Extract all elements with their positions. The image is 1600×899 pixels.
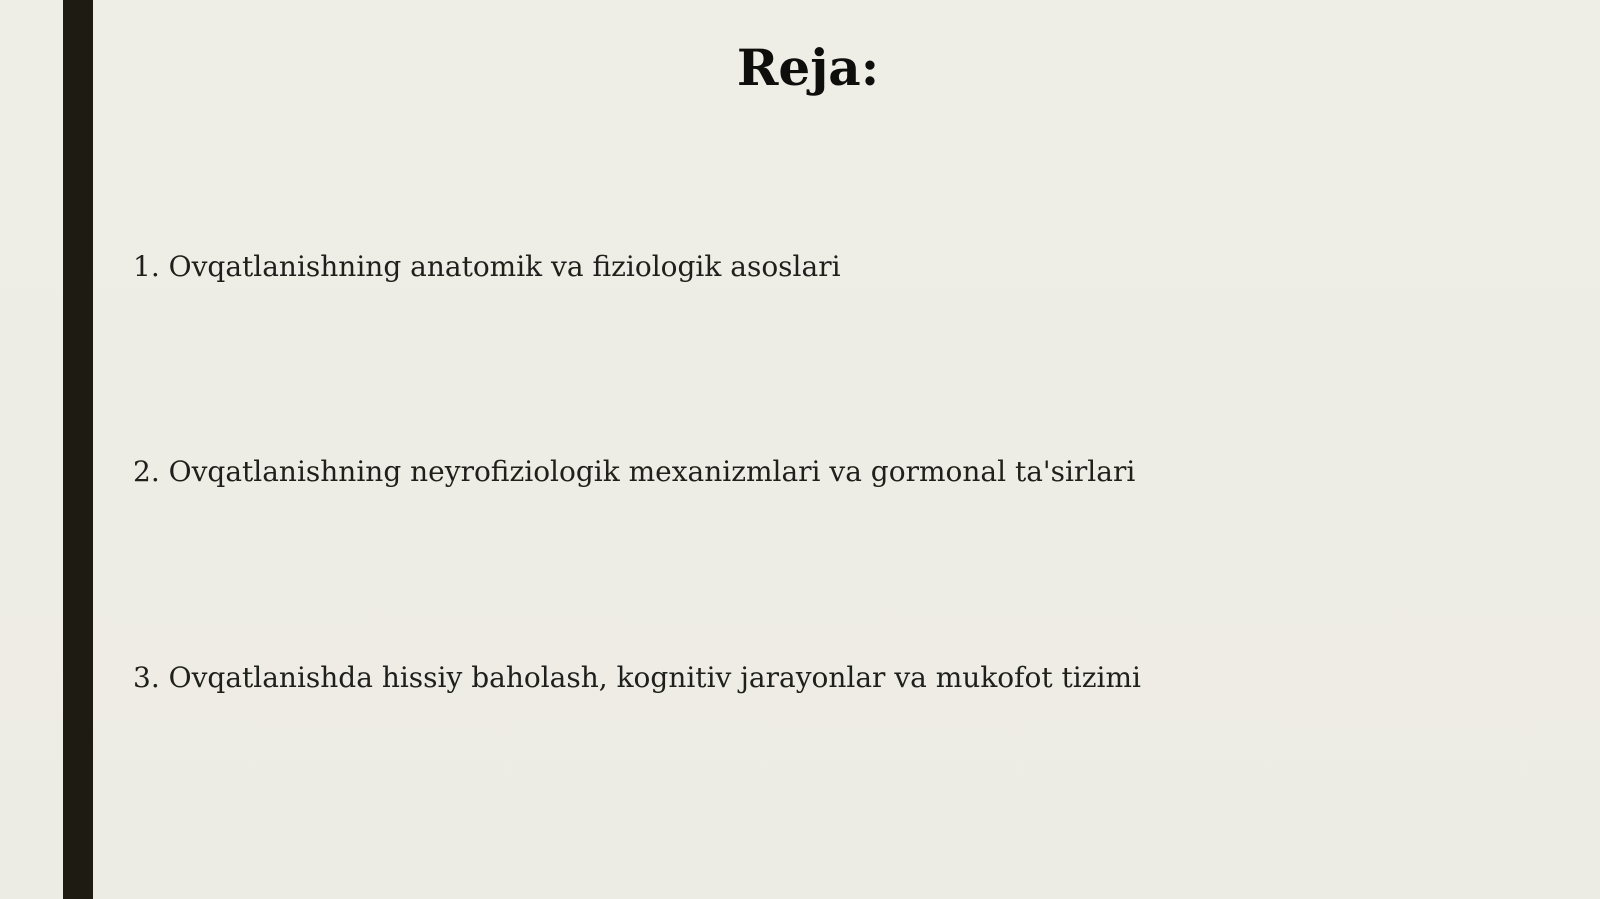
slide-title: Reja:: [736, 38, 880, 97]
plan-item-1: 1. Ovqatlanishning anatomik va fiziologik asoslari: [133, 250, 841, 283]
plan-item-2: 2. Ovqatlanishning neyrofiziologik mexanizmlari va gormonal ta'sirlari: [133, 455, 1136, 488]
accent-bar: [63, 0, 93, 899]
plan-item-3: 3. Ovqatlanishda hissiy baholash, kognitiv jarayonlar va mukofot tizimi: [133, 661, 1141, 694]
